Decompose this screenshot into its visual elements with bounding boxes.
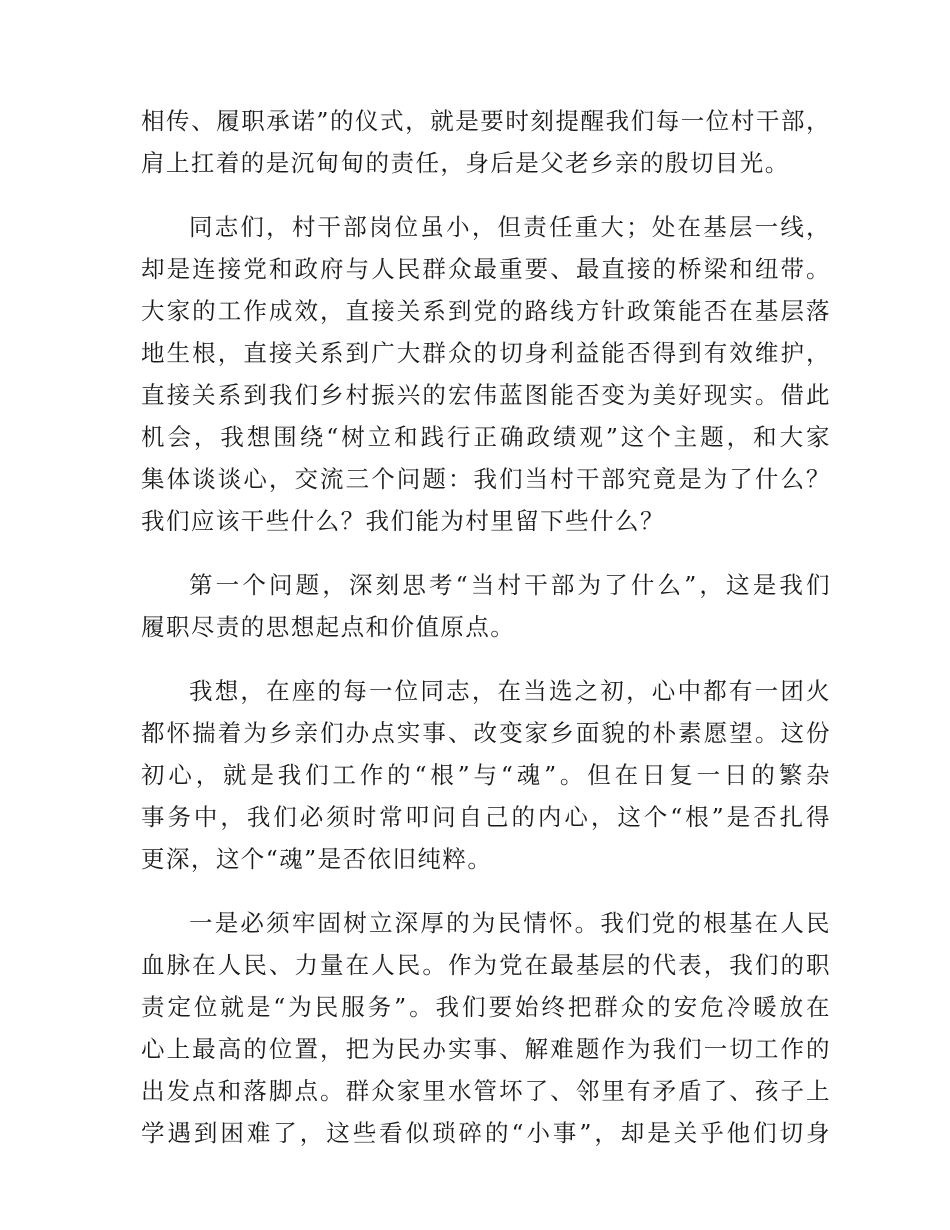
text-line: 一是必须牢固树立深厚的为民情怀。我们党的根基在人民 — [189, 909, 831, 937]
paragraph — [141, 206, 831, 542]
text-line: 地生根，直接关系到广大群众的切身利益能否得到有效维护， — [141, 339, 831, 367]
text-line: 肩上扛着的是沉甸甸的责任，身后是父老乡亲的殷切目光。 — [141, 149, 790, 177]
text-line: 履职尽责的思想起点和价值原点。 — [141, 613, 516, 641]
text-line: 事务中，我们必须时常叩问自己的内心，这个“根”是否扎得 — [141, 803, 831, 831]
paragraph — [141, 902, 831, 1154]
text-line: 我想，在座的每一位同志，在当选之初，心中都有一团火 — [189, 677, 831, 705]
text-line: 同志们，村干部岗位虽小，但责任重大；处在基层一线， — [189, 213, 831, 241]
paragraph — [141, 100, 831, 184]
text-line: 机会，我想围绕“树立和践行正确政绩观”这个主题，和大家 — [141, 423, 831, 451]
text-line: 相传、履职承诺”的仪式，就是要时刻提醒我们每一位村干部， — [141, 107, 831, 135]
text-line: 学遇到困难了，这些看似琐碎的“小事”，却是关乎他们切身 — [141, 1119, 831, 1147]
paragraph — [141, 670, 831, 880]
text-line: 直接关系到我们乡村振兴的宏伟蓝图能否变为美好现实。借此 — [141, 381, 831, 409]
text-line: 都怀揣着为乡亲们办点实事、改变家乡面貌的朴素愿望。这份 — [141, 719, 831, 747]
text-line: 却是连接党和政府与人民群众最重要、最直接的桥梁和纽带。 — [141, 255, 831, 283]
text-line: 血脉在人民、力量在人民。作为党在最基层的代表，我们的职 — [141, 951, 831, 979]
text-line: 更深，这个“魂”是否依旧纯粹。 — [141, 845, 493, 873]
text-line: 第一个问题，深刻思考“当村干部为了什么”，这是我们 — [189, 571, 831, 599]
paragraph — [141, 564, 831, 648]
text-line: 我们应该干些什么？我们能为村里留下些什么？ — [141, 507, 665, 535]
text-line: 出发点和落脚点。群众家里水管坏了、邻里有矛盾了、孩子上 — [141, 1077, 831, 1105]
text-line: 集体谈谈心，交流三个问题：我们当村干部究竟是为了什么？ — [141, 465, 831, 493]
text-line: 大家的工作成效，直接关系到党的路线方针政策能否在基层落 — [141, 297, 831, 325]
document-body — [141, 100, 831, 1154]
text-line: 初心，就是我们工作的“根”与“魂”。但在日复一日的繁杂 — [141, 761, 831, 789]
text-line: 心上最高的位置，把为民办实事、解难题作为我们一切工作的 — [141, 1035, 831, 1063]
text-line: 责定位就是“为民服务”。我们要始终把群众的安危冷暖放在 — [141, 993, 831, 1021]
